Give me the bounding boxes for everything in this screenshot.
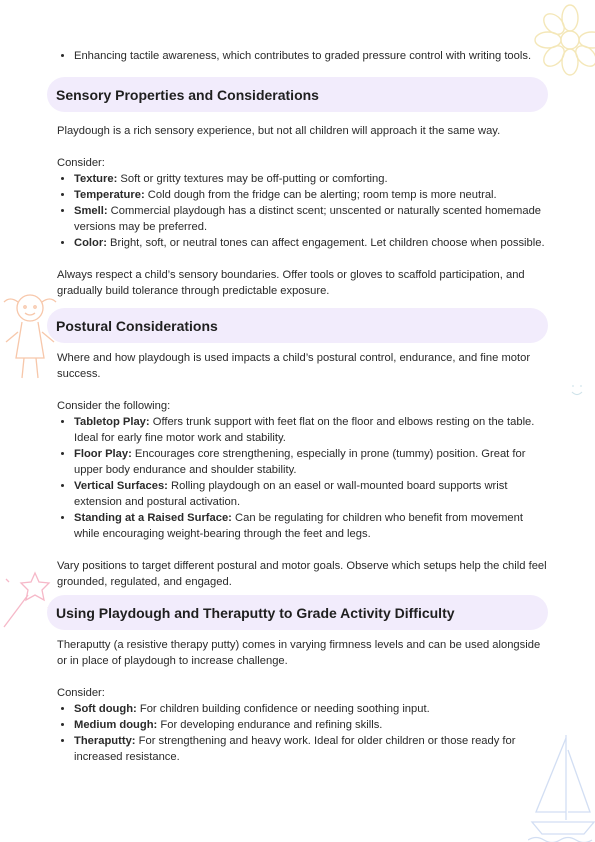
list-item [74, 510, 548, 542]
list-item [74, 717, 548, 733]
item-term: Vertical Surfaces: [74, 480, 168, 492]
item-text: Rolling playdough on an easel or wall-mounted board supports wrist extension and postural activation. [74, 480, 508, 508]
item-term: Temperature: [74, 189, 145, 201]
consider-label: Consider: [57, 687, 105, 699]
section-heading-sensory: Sensory Properties and Considerations [47, 77, 548, 112]
item-text: Cold dough from the fridge can be alerting; room temp is more neutral. [144, 189, 497, 201]
item-text: For children building confidence or needing soothing input. [136, 703, 430, 715]
section-heading-grading: Using Playdough and Theraputty to Grade Activity Difficulty [47, 595, 548, 630]
consider-label: Consider the following: [57, 400, 171, 412]
item-term: Standing at a Raised Surface: [74, 512, 232, 524]
item-text: For strengthening and heavy work. Ideal for older children or those ready for increased resistance. [74, 735, 516, 763]
section-closing: Vary positions to target different postural and motor goals. Observe which setups help the child feel grounded, regulated, and engaged. [57, 560, 547, 588]
section-lead: Theraputty (a resistive therapy putty) comes in varying firmness levels and can be used alongside or in place of playdough to increase challenge. [57, 639, 541, 667]
item-term: Texture: [74, 173, 118, 185]
item-text: Bright, soft, or neutral tones can affect engagement. Let children choose when possible. [106, 237, 545, 249]
list-item: • Enhancing tactile awareness, which contributes to graded pressure control with writing tools. [74, 48, 548, 64]
intro-list [48, 48, 548, 64]
list-item [74, 733, 548, 765]
item-text: Soft or gritty textures may be off-putting or comforting. [117, 173, 388, 185]
section-closing: Always respect a child’s sensory boundaries. Offer tools or gloves to scaffold participation, and gradually build tolerance through predictable exposure. [57, 269, 525, 297]
sensory-list [57, 171, 548, 251]
star-wand-icon [0, 565, 55, 635]
item-term: Floor Play: [74, 448, 132, 460]
item-text: Encourages core strengthening, especially in prone (tummy) position. Great for upper body endurance and shoulder stability. [74, 448, 526, 476]
item-term: Medium dough: [74, 719, 158, 731]
list-item [74, 171, 548, 187]
item-term: Tabletop Play: [74, 416, 150, 428]
list-item [74, 203, 548, 235]
list-item [74, 446, 548, 478]
item-term: Soft dough: [74, 703, 137, 715]
item-text: Can be regulating for children who benefit from movement while encouraging weight-bearing through the feet and legs. [74, 512, 523, 540]
item-text: Offers trunk support with feet flat on the floor and elbows resting on the table. Ideal for early fine motor work and stability. [74, 416, 535, 444]
list-item [74, 414, 548, 446]
item-text: For developing endurance and refining skills. [157, 719, 383, 731]
smile-icon [570, 380, 586, 400]
item-text: Commercial playdough has a distinct scent; unscented or naturally scented homemade versions may be preferred. [74, 205, 542, 233]
list-item [74, 478, 548, 510]
section-heading-postural: Postural Considerations [47, 308, 548, 343]
item-term: Color: [74, 237, 107, 249]
list-item [74, 701, 548, 717]
section-lead: Where and how playdough is used impacts a child’s postural control, endurance, and fine motor success. [57, 352, 531, 380]
document-body [48, 48, 548, 765]
item-term: Smell: [74, 205, 108, 217]
consider-label: Consider: [57, 157, 105, 169]
postural-list [57, 414, 548, 542]
item-term: Theraputty: [74, 735, 136, 747]
list-item [74, 235, 548, 251]
list-item [74, 187, 548, 203]
grading-list [57, 701, 548, 765]
section-lead: Playdough is a rich sensory experience, but not all children will approach it the same way. [57, 125, 501, 137]
